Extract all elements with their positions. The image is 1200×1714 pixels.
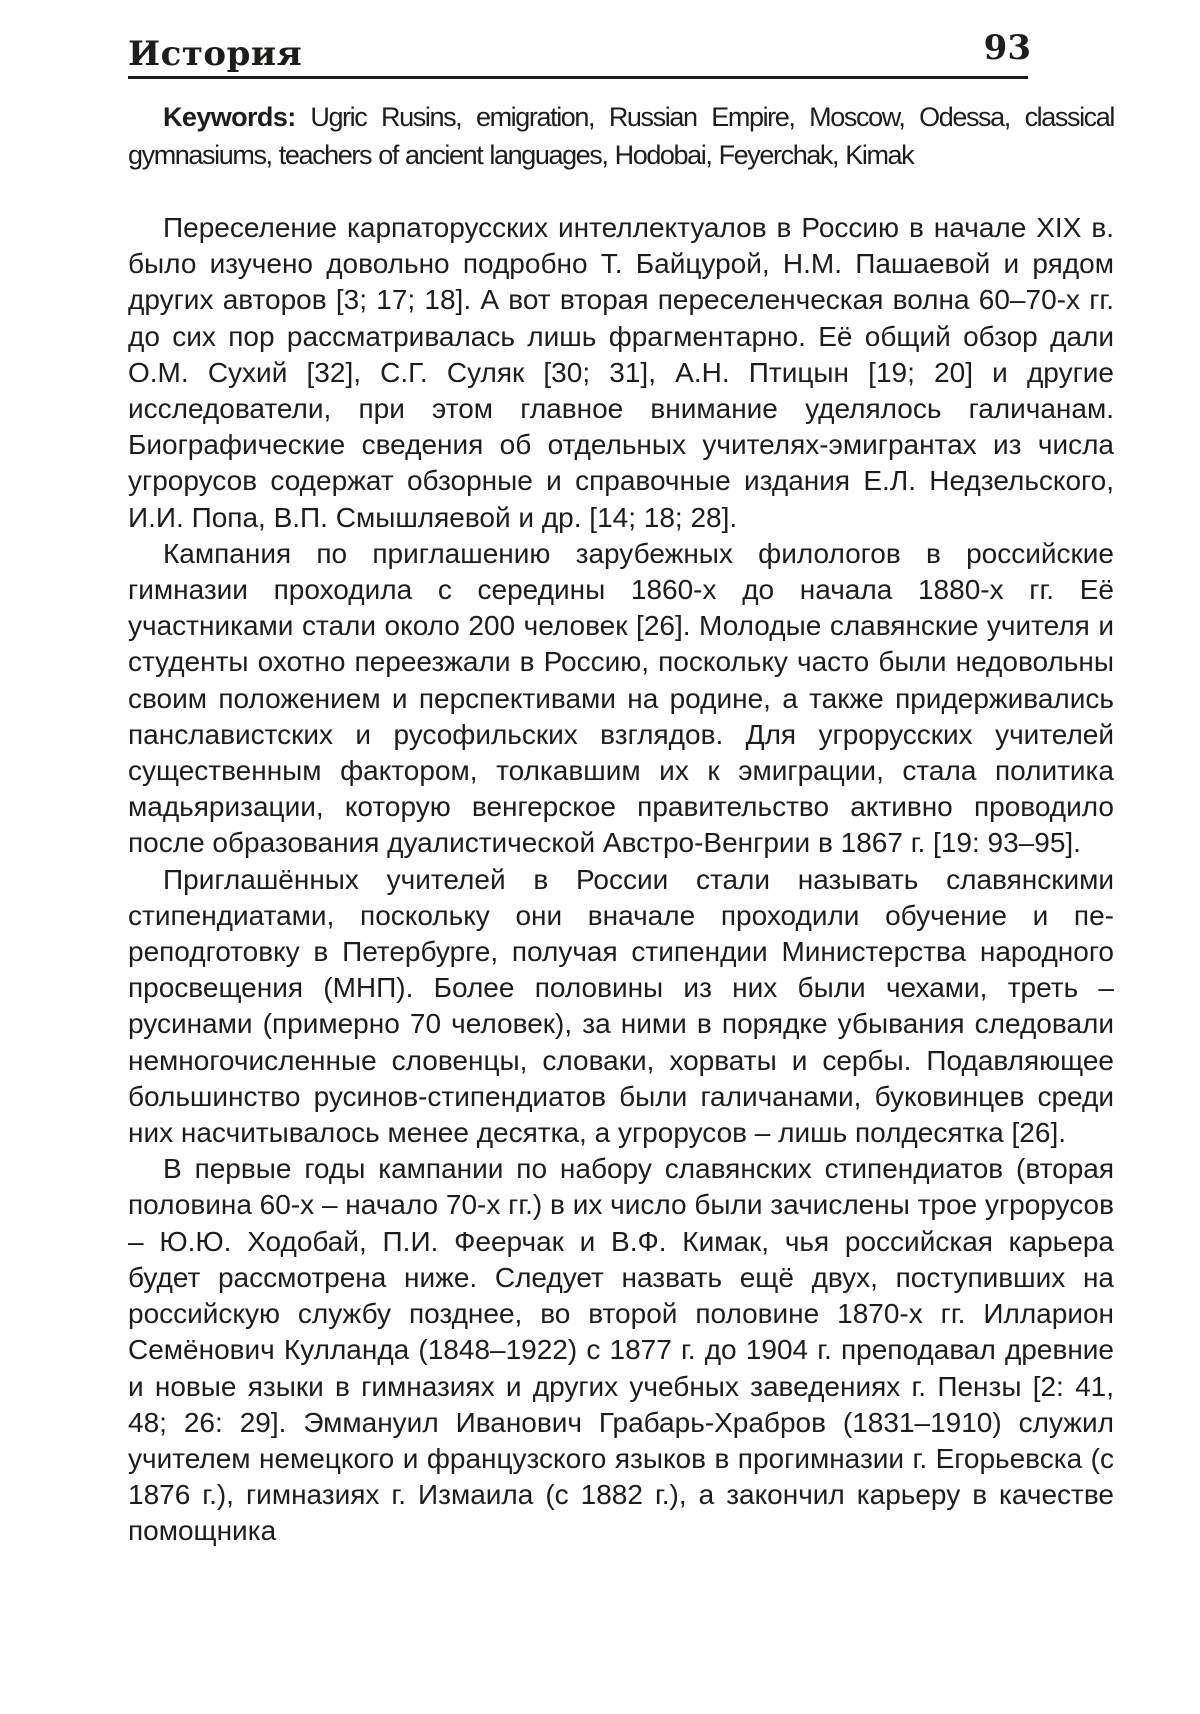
- keywords-label: Keywords:: [163, 102, 296, 132]
- paragraph-4: В первые годы кампании по набору славянских стипендиатов (вторая половина 60-х – начало 70-х гг.) в их число были зачислены трое угрорусов – Ю.Ю. Ходобай, П.И. Феерчак и В.Ф. Кимак, чья российская карьера будет рассмотрена ниже. Следует назвать ещё двух, поступивших на российскую службу позднее, во второй половине 1870-х гг. Илларион Семёнович Кулланда (1848–1922) с 1877 г. до 1904 г. преподавал древние и новые языки в гимназиях и других учебных заведениях г. Пензы [2: 41, 48; 26: 29]. Эммануил Иванович Грабарь-Храбров (1831–1910) служил учителем немецкого и французского языков в прогимназии г. Егорьевска (с 1876 г.), гимназиях г. Измаила (с 1882 г.), а закончил карьеру в качестве помощника: [128, 1153, 1114, 1547]
- header-rule: [128, 76, 1028, 79]
- paragraph-1: Переселение карпаторусских интеллектуалов в Россию в начале XIX в. было изучено довольно подробно Т. Байцурой, Н.М. Пашаевой и рядом других авторов [3; 17; 18]. А вот вторая переселенческая волна 60–70-х гг. до сих пор рассматривалась лишь фрагментарно. Её общий обзор дали О.М. Сухий [32], С.Г. Суляк [30; 31], А.Н. Птицын [19; 20] и другие исследователи, при этом главное внимание уделялось галичанам. Биографические сведения об отдельных учителях-эмигрантах из числа угрорусов содержат обзорные и справочные издания Е.Л. Недзельского, И.И. Попа, В.П. Смышляевой и др. [14; 18; 28].: [128, 212, 1114, 533]
- keywords-text: Ugric Rusins, emigration, Russian Empire, Moscow, Odessa, classical gymnasiums, teachers of ancient languages, Hodobai, Feyerchak, Kimak: [128, 102, 1114, 170]
- paragraph-2: Кампания по приглашению зарубежных филологов в российские гимназии проходила с середины 1860-х до начала 1880-х гг. Её участниками стали около 200 человек [26]. Молодые славянские учителя и студенты охотно переезжали в Россию, поскольку часто были недовольны своим положением и перспективами на родине, а также придерживались панславистских и русофильских взглядов. Для угрорусских учителей существенным фактором, толкавшим их к эмиграции, стала политика мадьяризации, которую венгерское правительство активно проводило после образования дуалистической Австро-Венгрии в 1867 г. [19: 93–95].: [128, 537, 1114, 859]
- paragraph-3: Приглашённых учителей в России стали называть славянскими стипендиатами, поскольку они вначале проходили обучение и переподготовку в Петербурге, получая стипендии Министерства народного просвещения (МНП). Более половины из них были чехами, треть – русинами (примерно 70 человек), за ними в порядке убывания следовали немногочисленные словенцы, словаки, хорваты и сербы. Подавляющее большинство русинов-стипендиатов были галичанами, буковинцев среди них насчитывалось менее десятка, а угрорусов – лишь полдесятка [26].: [128, 863, 1114, 1149]
- section-title: История: [128, 34, 303, 74]
- article-body: [128, 210, 1114, 1550]
- page-number: 93: [983, 28, 1031, 68]
- keywords-block: [128, 98, 1114, 174]
